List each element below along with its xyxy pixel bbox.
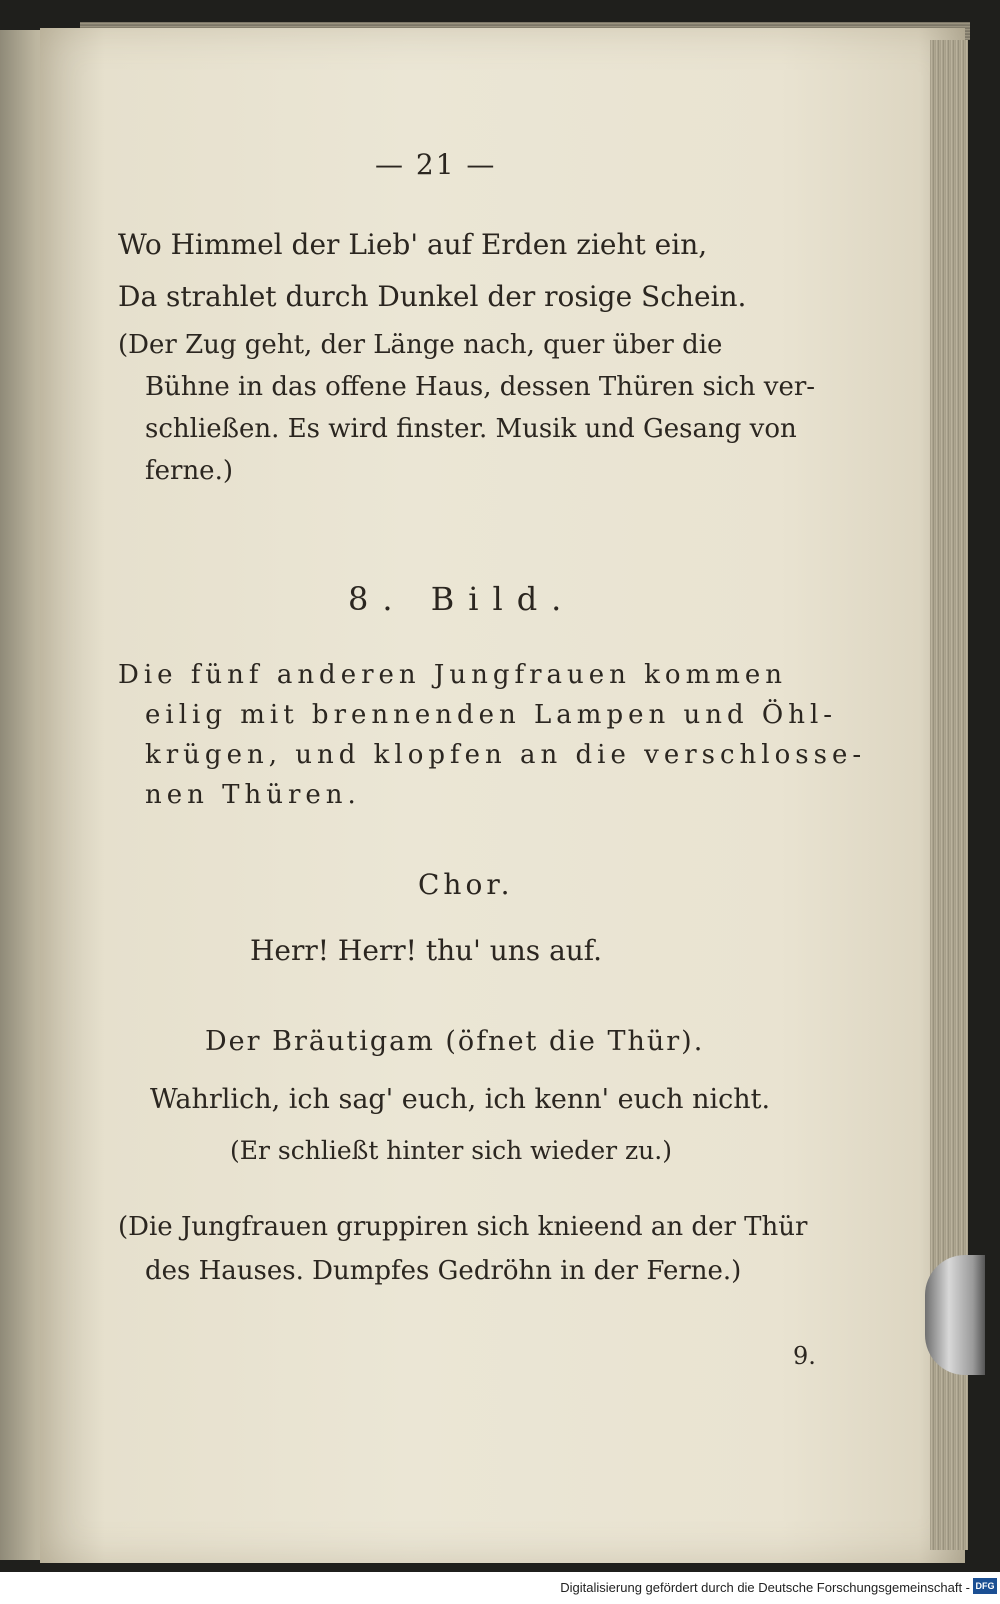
scene-description-line-1: Die fünf anderen Jungfrauen kommen <box>118 660 788 690</box>
clip-icon <box>925 1255 985 1375</box>
footer-bar <box>0 1572 1000 1604</box>
groom-line: Wahrlich, ich sag' euch, ich kenn' euch nicht. <box>150 1084 771 1115</box>
stage-direction-line-4: ferne.) <box>145 456 233 486</box>
groom-direction: (Er schließt hinter sich wieder zu.) <box>230 1136 672 1165</box>
scene-heading: 8. Bild. <box>348 580 576 618</box>
page-number: — 21 — <box>375 148 497 181</box>
chorus-line: Herr! Herr! thu' uns auf. <box>250 934 603 967</box>
signature-mark: 9. <box>793 1342 816 1370</box>
chorus-label: Chor. <box>418 868 514 901</box>
scene-description-line-2: eilig mit brennenden Lampen und Öhl- <box>145 700 838 730</box>
stage-direction-line-1: (Der Zug geht, der Länge nach, quer über die <box>118 330 723 360</box>
stage-direction-line-2: Bühne in das offene Haus, dessen Thüren sich ver- <box>145 372 816 402</box>
final-direction-line-1: (Die Jungfrauen gruppiren sich knieend an der Thür <box>118 1212 808 1242</box>
verse-line-2: Da strahlet durch Dunkel der rosige Schein. <box>118 280 747 313</box>
dfg-logo-icon: DFG <box>973 1578 997 1594</box>
speaker-line: Der Bräutigam (öfnet die Thür). <box>205 1026 705 1057</box>
scene-description-line-4: nen Thüren. <box>145 780 361 810</box>
scene-description-line-3: krügen, und klopfen an die verschlosse- <box>145 740 867 770</box>
stage-direction-line-3: schließen. Es wird finster. Musik und Gesang von <box>145 414 797 444</box>
footer-credit: Digitalisierung gefördert durch die Deutsche Forschungsgemeinschaft - <box>560 1580 970 1595</box>
verse-line-1: Wo Himmel der Lieb' auf Erden zieht ein, <box>118 228 708 261</box>
final-direction-line-2: des Hauses. Dumpfes Gedröhn in der Ferne.) <box>145 1256 742 1286</box>
